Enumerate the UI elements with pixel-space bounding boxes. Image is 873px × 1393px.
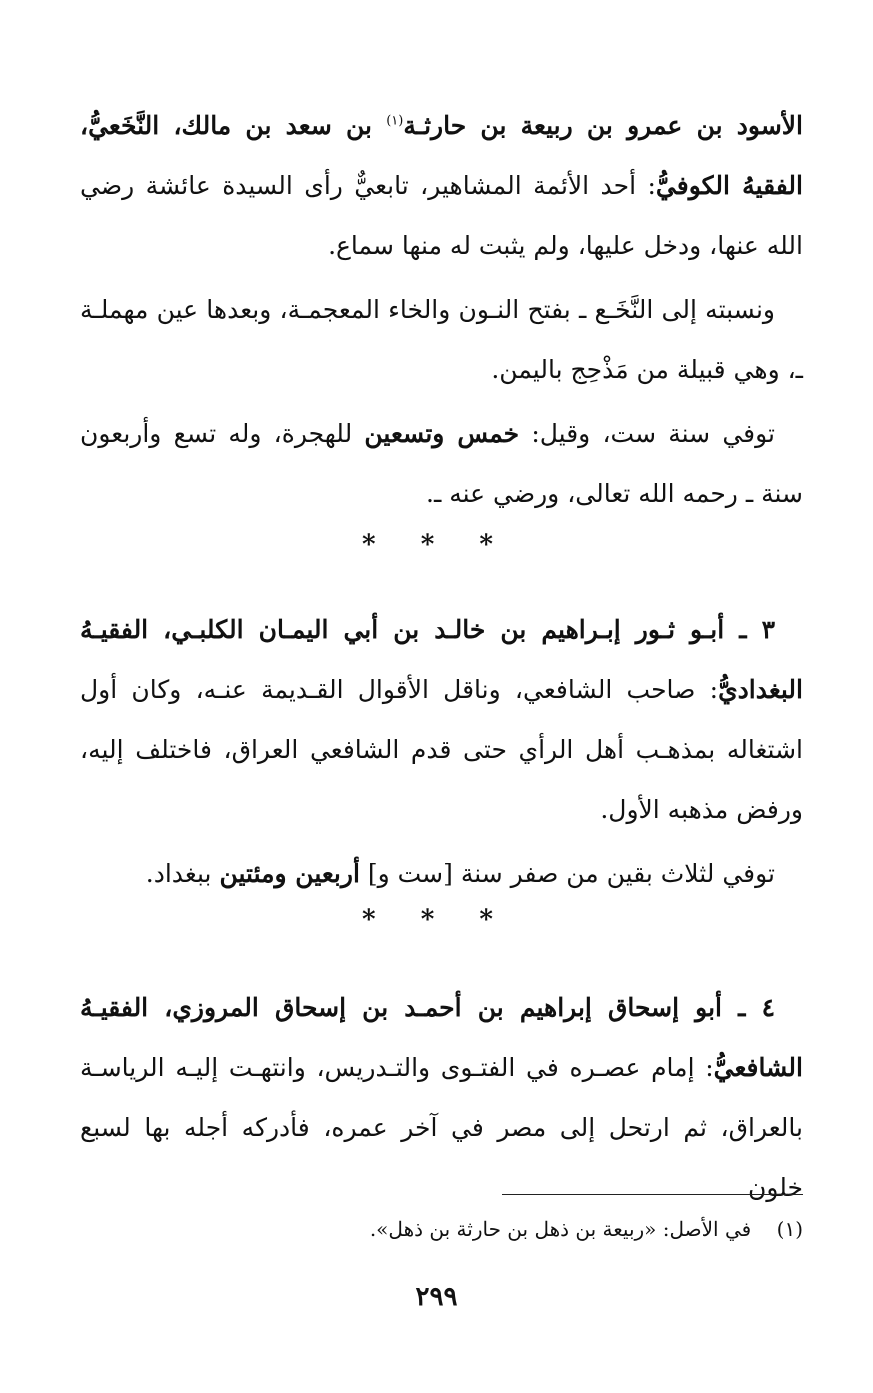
entry-2-death-text: توفي لثلاث بقين من صفر سنة [ست و] bbox=[359, 859, 775, 888]
entry-1-death-rest: للهجرة، وله تسع وأربعون سنة ـ رحمه الله تعالى، ورضي عنه ـ. bbox=[80, 419, 803, 508]
section-separator: * * * bbox=[362, 530, 511, 560]
entry-1-body: : أحد الأئمة المشاهير، تابعيٌّ رأى السيدة عائشة رضي الله عنها، ودخل عليها، ولم يثبت له منها سماع. bbox=[80, 171, 803, 260]
entry-1-death-text: توفي سنة ست، وقيل: bbox=[519, 419, 775, 448]
entry-2-heading: ٣ ـ أبـو ثـور إبـراهيم بن خالـد بن أبي اليمـان الكلبـي، الفقيـهُ البغداديُّ bbox=[80, 615, 803, 704]
footnote-rule bbox=[502, 1194, 803, 1195]
entry-3-heading: ٤ ـ أبو إسحاق إبراهيم بن أحمـد بن إسحاق المروزي، الفقيـهُ الشافعيُّ bbox=[80, 993, 803, 1082]
footnote-reference: (١) bbox=[386, 113, 404, 129]
entry-1-title: الفقيهُ الكوفيُّ bbox=[655, 171, 803, 200]
entry-1-death bbox=[80, 404, 803, 524]
entry-2-body: : صاحب الشافعي، وناقل الأقوال القـديمة عنـه، وكان أول اشتغاله بمذهـب أهل الرأي حتى قدم الشافعي العراق، فاختلف إليه، ورفض مذهبه الأول. bbox=[80, 675, 803, 824]
entry-1-heading: الأسود بن عمرو بن ربيعة بن حارثـة bbox=[403, 111, 803, 140]
entry-1-nisba: ونسبته إلى النَّخَـع ـ بفتح النـون والخاء المعجمـة، وبعدها عين مهملـة ـ، وهي قبيلة من مَذْحِج باليمن. bbox=[80, 295, 803, 384]
entry-1-paragraph bbox=[80, 96, 803, 276]
entry-2-paragraph bbox=[80, 600, 803, 840]
entry-2-death-rest: ببغداد. bbox=[145, 859, 220, 888]
footnote-text: في الأصل: «ربيعة بن ذهل بن حارثة بن ذهل». bbox=[369, 1217, 752, 1241]
entry-2 bbox=[80, 600, 803, 904]
entry-1 bbox=[80, 96, 803, 524]
entry-1-death-year: خمس وتسعين bbox=[364, 419, 520, 448]
entry-1-heading-cont: بن سعد بن مالك، النَّخَعيُّ، bbox=[80, 111, 387, 140]
entry-3-paragraph bbox=[80, 978, 803, 1218]
page-number: ٢٩٩ bbox=[415, 1282, 458, 1312]
entry-3 bbox=[80, 978, 803, 1218]
section-separator-2: * * * bbox=[362, 905, 511, 935]
footnote-number: (١) bbox=[776, 1217, 803, 1241]
entry-3-body: : إمام عصـره في الفتـوى والتـدريس، وانتهـت إليـه الرياسـة بالعراق، ثم ارتحل إلى مصر في آخر عمره، فأدركه أجله بها لسبع خلون bbox=[80, 1053, 803, 1202]
entry-2-death bbox=[80, 844, 803, 904]
entry-2-death-year: أربعين ومئتين bbox=[219, 859, 360, 888]
footnote bbox=[80, 1214, 803, 1244]
